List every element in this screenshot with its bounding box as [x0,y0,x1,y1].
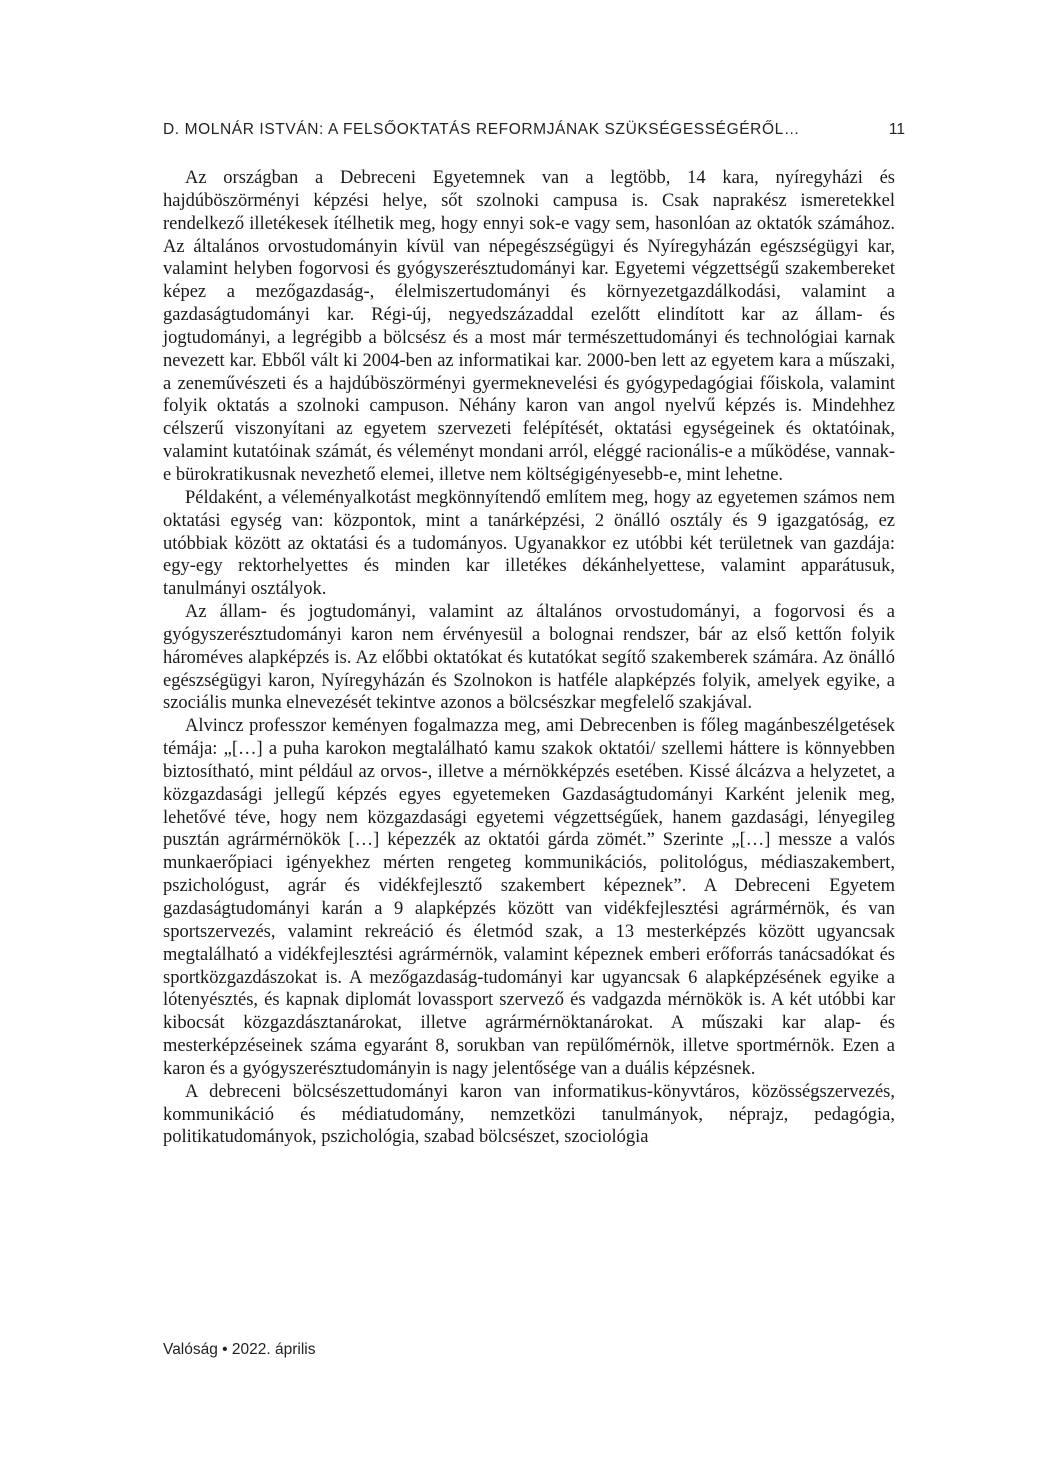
publication-info: Valóság • 2022. április [163,1341,316,1358]
running-header [163,121,905,139]
paragraph: A debreceni bölcsészettudományi karon van informatikus-könyvtáros, közösségszervezés, kommunikáció és médiatudomány, nemzetközi tanulmányok, néprajz, pedagógia, politikatudományok, pszichológia, szabad bölcsészet, szociológia [163,1081,895,1148]
paragraph: Az országban a Debreceni Egyetemnek van a legtöbb, 14 kara, nyíregyházi és hajdúböszörményi képzési helye, sőt szolnoki campusa is. Csak naprakész ismeretekkel rendelkező illetékesek ítélhetik meg, hogy ennyi sok-e vagy sem, hasonlóan az oktatók számához. Az általános orvostudományin kívül van népegészségügyi és Nyíregyházán egészségügyi kar, valamint helyben fogorvosi és gyógyszerésztudományi kar. Egyetemi végzettségű szakembereket képez a mezőgazdaság-, élelmiszertudományi és környezetgazdálkodási, valamint a gazdaságtudományi kar. Régi-új, negyedszázaddal ezelőtt elindított kar az állam- és jogtudományi, a legrégibb a bölcsész és a most már természettudományi és technológiai karnak nevezett kar. Ebből vált ki 2004-ben az informatikai kar. 2000-ben lett az egyetem kara a műszaki, a zeneművészeti és a hajdúböszörményi gyermeknevelési és gyógypedagógiai főiskola, valamint folyik oktatás a szolnoki campuson. Néhány karon van angol nyelvű képzés is. Mindehhez célszerű viszonyítani az egyetem szervezeti felépítését, oktatási egységeinek és oktatóinak, valamint kutatóinak számát, és véleményt mondani arról, eléggé racionális-e a működése, vannak-e bürokratikusnak nevezhető elemei, illetve nem költségigényesebb-e, mint lehetne. [163,168,895,485]
page-number: 11 [888,121,905,138]
running-title: D. MOLNÁR ISTVÁN: A FELSŐOKTATÁS REFORMJÁNAK SZÜKSÉGESSÉGÉRŐL… [163,121,800,138]
article-body [163,167,895,1149]
page-footer [163,1341,315,1359]
paragraph: Alvincz professzor keményen fogalmazza meg, ami Debrecenben is főleg magánbeszélgetések témája: „[…] a puha karokon megtalálható kamu szakok oktatói/ szellemi háttere is könnyebben biztosítható, mint például az orvos-, illetve a mérnökképzés esetében. Kissé álcázva a helyzetet, a közgazdasági jellegű képzés egyes egyetemeken Gazdaságtudományi Karként jelenik meg, lehetővé téve, hogy nem közgazdasági egyetemi végzettségűek, hanem gazdasági, lényegileg pusztán agrármérnökök […] képezzék az oktatói gárda zömét.” Szerinte „[…] messze a valós munkaerőpiaci igényekhez mérten rengeteg kommunikációs, politológus, médiaszakembert, pszichológust, agrár és vidékfejlesztő szakembert képeznek”. A Debreceni Egyetem gazdaságtudományi karán a 9 alapképzés között van vidékfejlesztési agrármérnök, és van sportszervezés, valamint rekreáció és életmód szak, a 13 mesterképzés között ugyancsak megtalálható a vidékfejlesztési agrármérnök, valamint képeznek emberi erőforrás tanácsadókat és sportközgazdászokat is. A mezőgazdaság-tudományi kar ugyancsak 6 alapképzésének egyike a lótenyésztés, és kapnak diplomát lovassport szervező és vadgazda mérnökök is. A két utóbbi kar kibocsát közgazdásztanárokat, illetve agrármérnöktanárokat. A műszaki kar alap- és mesterképzéseinek száma egyaránt 8, sorukban van repülőmérnök, illetve sportmérnök. Ezen a karon és a gyógyszerésztudományin is nagy jelentősége van a duális képzésnek. [163,716,895,1079]
paragraph: Az állam- és jogtudományi, valamint az általános orvostudományi, a fogorvosi és a gyógyszerésztudományi karon nem érvényesül a bolognai rendszer, bár az első kettőn folyik hároméves alapképzés is. Az előbbi oktatókat és kutatókat segítő szakemberek számára. Az önálló egészségügyi karon, Nyíregyházán és Szolnokon is hatféle alapképzés folyik, amelyek egyike, a szociális munka elnevezését tekintve azonos a bölcsészkar megfelelő szakjával. [163,602,895,714]
paragraph: Példaként, a véleményalkotást megkönnyítendő említem meg, hogy az egyetemen számos nem oktatási egység van: központok, mint a tanárképzési, 2 önálló osztály és 9 igazgatóság, ez utóbbiak között az oktatási és a tudományos. Ugyanakkor ez utóbbi két területnek van gazdája: egy-egy rektorhelyettes és minden kar illetékes dékánhelyettese, valamint apparátusuk, tanulmányi osztályok. [163,487,895,600]
